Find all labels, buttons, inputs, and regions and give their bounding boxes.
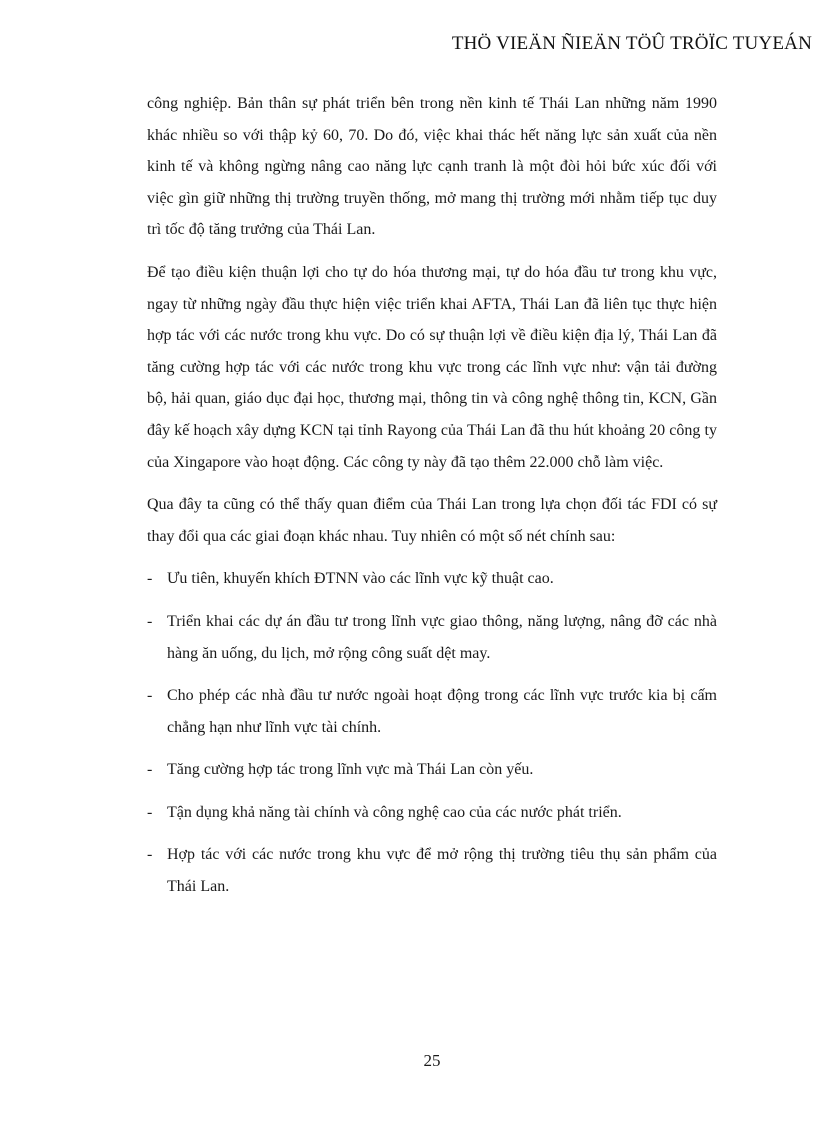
dash-marker: - bbox=[147, 687, 153, 705]
list-item-text: Cho phép các nhà đầu tư nước ngoài hoạt động trong các lĩnh vực trước kia bị cấm chẳng hạn như lĩnh vực tài chính. bbox=[167, 687, 717, 736]
dash-marker: - bbox=[147, 761, 153, 779]
paragraph-3: Qua đây ta cũng có thể thấy quan điểm của Thái Lan trong lựa chọn đối tác FDI có sự thay đổi qua các giai đoạn khác nhau. Tuy nhiên có một số nét chính sau: bbox=[147, 496, 717, 545]
dash-marker: - bbox=[147, 612, 153, 630]
document-body bbox=[147, 88, 717, 914]
page-header-title: THÖ VIEÄN ÑIEÄN TÖÛ TRÖÏC TUYEÁN bbox=[451, 33, 812, 54]
paragraph-2: Để tạo điều kiện thuận lợi cho tự do hóa thương mại, tự do hóa đầu tư trong khu vực, ngay từ những ngày đầu thực hiện việc triển khai AFTA, Thái Lan đã liên tục thực hiện hợp tác với các nước trong khu vực. Do có sự thuận lợi về điều kiện địa lý, Thái Lan đã tăng cường hợp tác với các nước trong khu vực trong các lĩnh vực như: vận tải đường bộ, hải quan, giáo dục đại học, thương mại, thông tin và công nghệ thông tin, KCN, Gần đây kế hoạch xây dựng KCN tại tỉnh Rayong của Thái Lan đã thu hút khoảng 20 công ty của Xingapore vào hoạt động. Các công ty này đã tạo thêm 22.000 chỗ làm việc. bbox=[147, 263, 717, 471]
dash-marker: - bbox=[147, 846, 153, 864]
list-item bbox=[147, 839, 717, 902]
list-item-text: Ưu tiên, khuyến khích ĐTNN vào các lĩnh vực kỹ thuật cao. bbox=[167, 570, 554, 588]
dash-marker: - bbox=[147, 803, 153, 821]
bullet-list bbox=[147, 563, 717, 902]
list-item-text: Hợp tác với các nước trong khu vực để mở rộng thị trường tiêu thụ sản phẩm của Thái Lan. bbox=[167, 846, 717, 896]
page-number: 25 bbox=[423, 1051, 441, 1070]
dash-marker: - bbox=[147, 570, 153, 588]
list-item-text: Tận dụng khả năng tài chính và công nghệ cao của các nước phát triển. bbox=[167, 803, 622, 821]
list-item bbox=[147, 680, 717, 743]
list-item bbox=[147, 797, 717, 829]
list-item bbox=[147, 754, 717, 786]
list-item-text: Tăng cường hợp tác trong lĩnh vực mà Thái Lan còn yếu. bbox=[167, 761, 534, 779]
list-item-text: Triển khai các dự án đầu tư trong lĩnh vực giao thông, năng lượng, nâng đỡ các nhà hàng ăn uống, du lịch, mở rộng công suất dệt may. bbox=[167, 612, 717, 662]
list-item bbox=[147, 606, 717, 669]
paragraph-1: công nghiệp. Bản thân sự phát triển bên trong nền kinh tế Thái Lan những năm 1990 khác nhiều so với thập kỷ 60, 70. Do đó, việc khai thác hết năng lực sản xuất của nền kinh tế và không ngừng nâng cao năng lực cạnh tranh là một đòi hỏi bức xúc đối với việc gìn giữ những thị trường truyền thống, mở mang thị trường mới nhằm tiếp tục duy trì tốc độ tăng trưởng của Thái Lan. bbox=[147, 95, 717, 239]
list-item bbox=[147, 563, 717, 595]
